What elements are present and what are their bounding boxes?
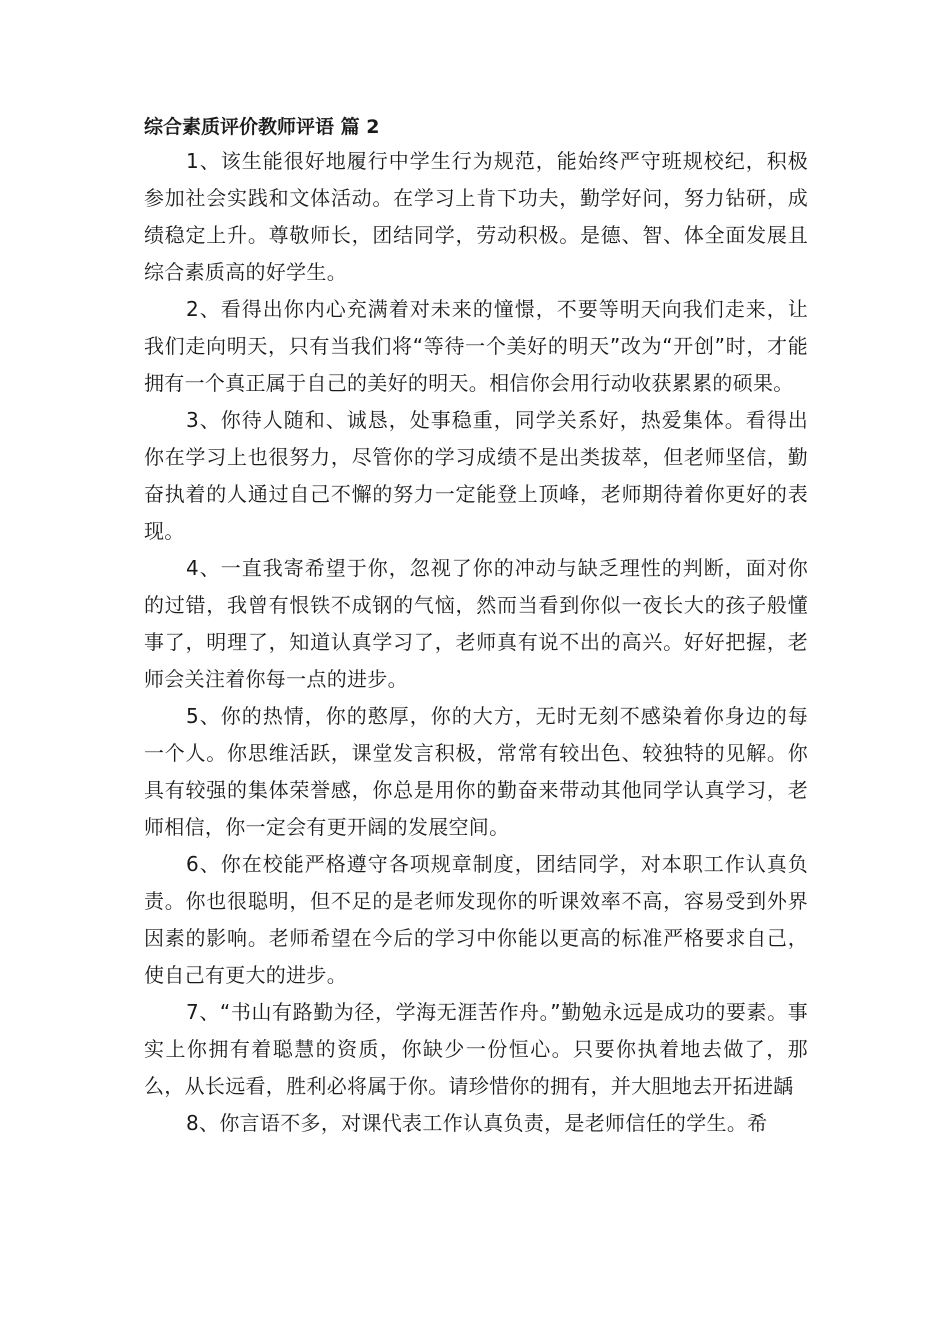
paragraph-2: 2、看得出你内心充满着对未来的憧憬，不要等明天向我们走来，让我们走向明天，只有当我们将“等待一个美好的明天”改为“开创”时，才能拥有一个真正属于自己的美好的明天。相信你会用行动收获累累的硕果。: [144, 297, 808, 395]
paragraph-5: 5、你的热情，你的憨厚，你的大方，无时无刻不感染着你身边的每一个人。你思维活跃，课堂发言积极，常常有较出色、较独特的见解。你具有较强的集体荣誉感，你总是用你的勤奋来带动其他同学认真学习，老师相信，你一定会有更开阔的发展空间。: [144, 704, 808, 839]
paragraph-3: 3、你待人随和、诚恳，处事稳重，同学关系好，热爱集体。看得出你在学习上也很努力，尽管你的学习成绩不是出类拔萃，但老师坚信，勤奋执着的人通过自己不懈的努力一定能登上顶峰，老师期待着你更好的表现。: [144, 408, 808, 543]
document-page: [144, 112, 808, 1142]
paragraph-8: 8、你言语不多，对课代表工作认真负责，是老师信任的学生。希: [186, 1111, 768, 1135]
paragraph-1: 1、该生能很好地履行中学生行为规范，能始终严守班规校纪，积极参加社会实践和文体活动。在学习上肯下功夫，勤学好问，努力钻研，成绩稳定上升。尊敬师长，团结同学，劳动积极。是德、智、体全面发展且综合素质高的好学生。: [144, 149, 808, 284]
paragraph-4: 4、一直我寄希望于你，忽视了你的冲动与缺乏理性的判断，面对你的过错，我曾有恨铁不成钢的气恼，然而当看到你似一夜长大的孩子般懂事了，明理了，知道认真学习了，老师真有说不出的高兴。好好把握，老师会关注着你每一点的进步。: [144, 556, 808, 691]
paragraph-7: 7、“书山有路勤为径，学海无涯苦作舟。”勤勉永远是成功的要素。事实上你拥有着聪慧的资质，你缺少一份恒心。只要你执着地去做了，那么，从长远看，胜利必将属于你。请珍惜你的拥有，并大胆地去开拓进龋: [144, 1000, 808, 1098]
document-title: 综合素质评价教师评语 篇 2: [144, 116, 380, 138]
paragraph-6: 6、你在校能严格遵守各项规章制度，团结同学，对本职工作认真负责。你也很聪明，但不足的是老师发现你的听课效率不高，容易受到外界因素的影响。老师希望在今后的学习中你能以更高的标准严格要求自己，使自己有更大的进步。: [144, 852, 808, 987]
